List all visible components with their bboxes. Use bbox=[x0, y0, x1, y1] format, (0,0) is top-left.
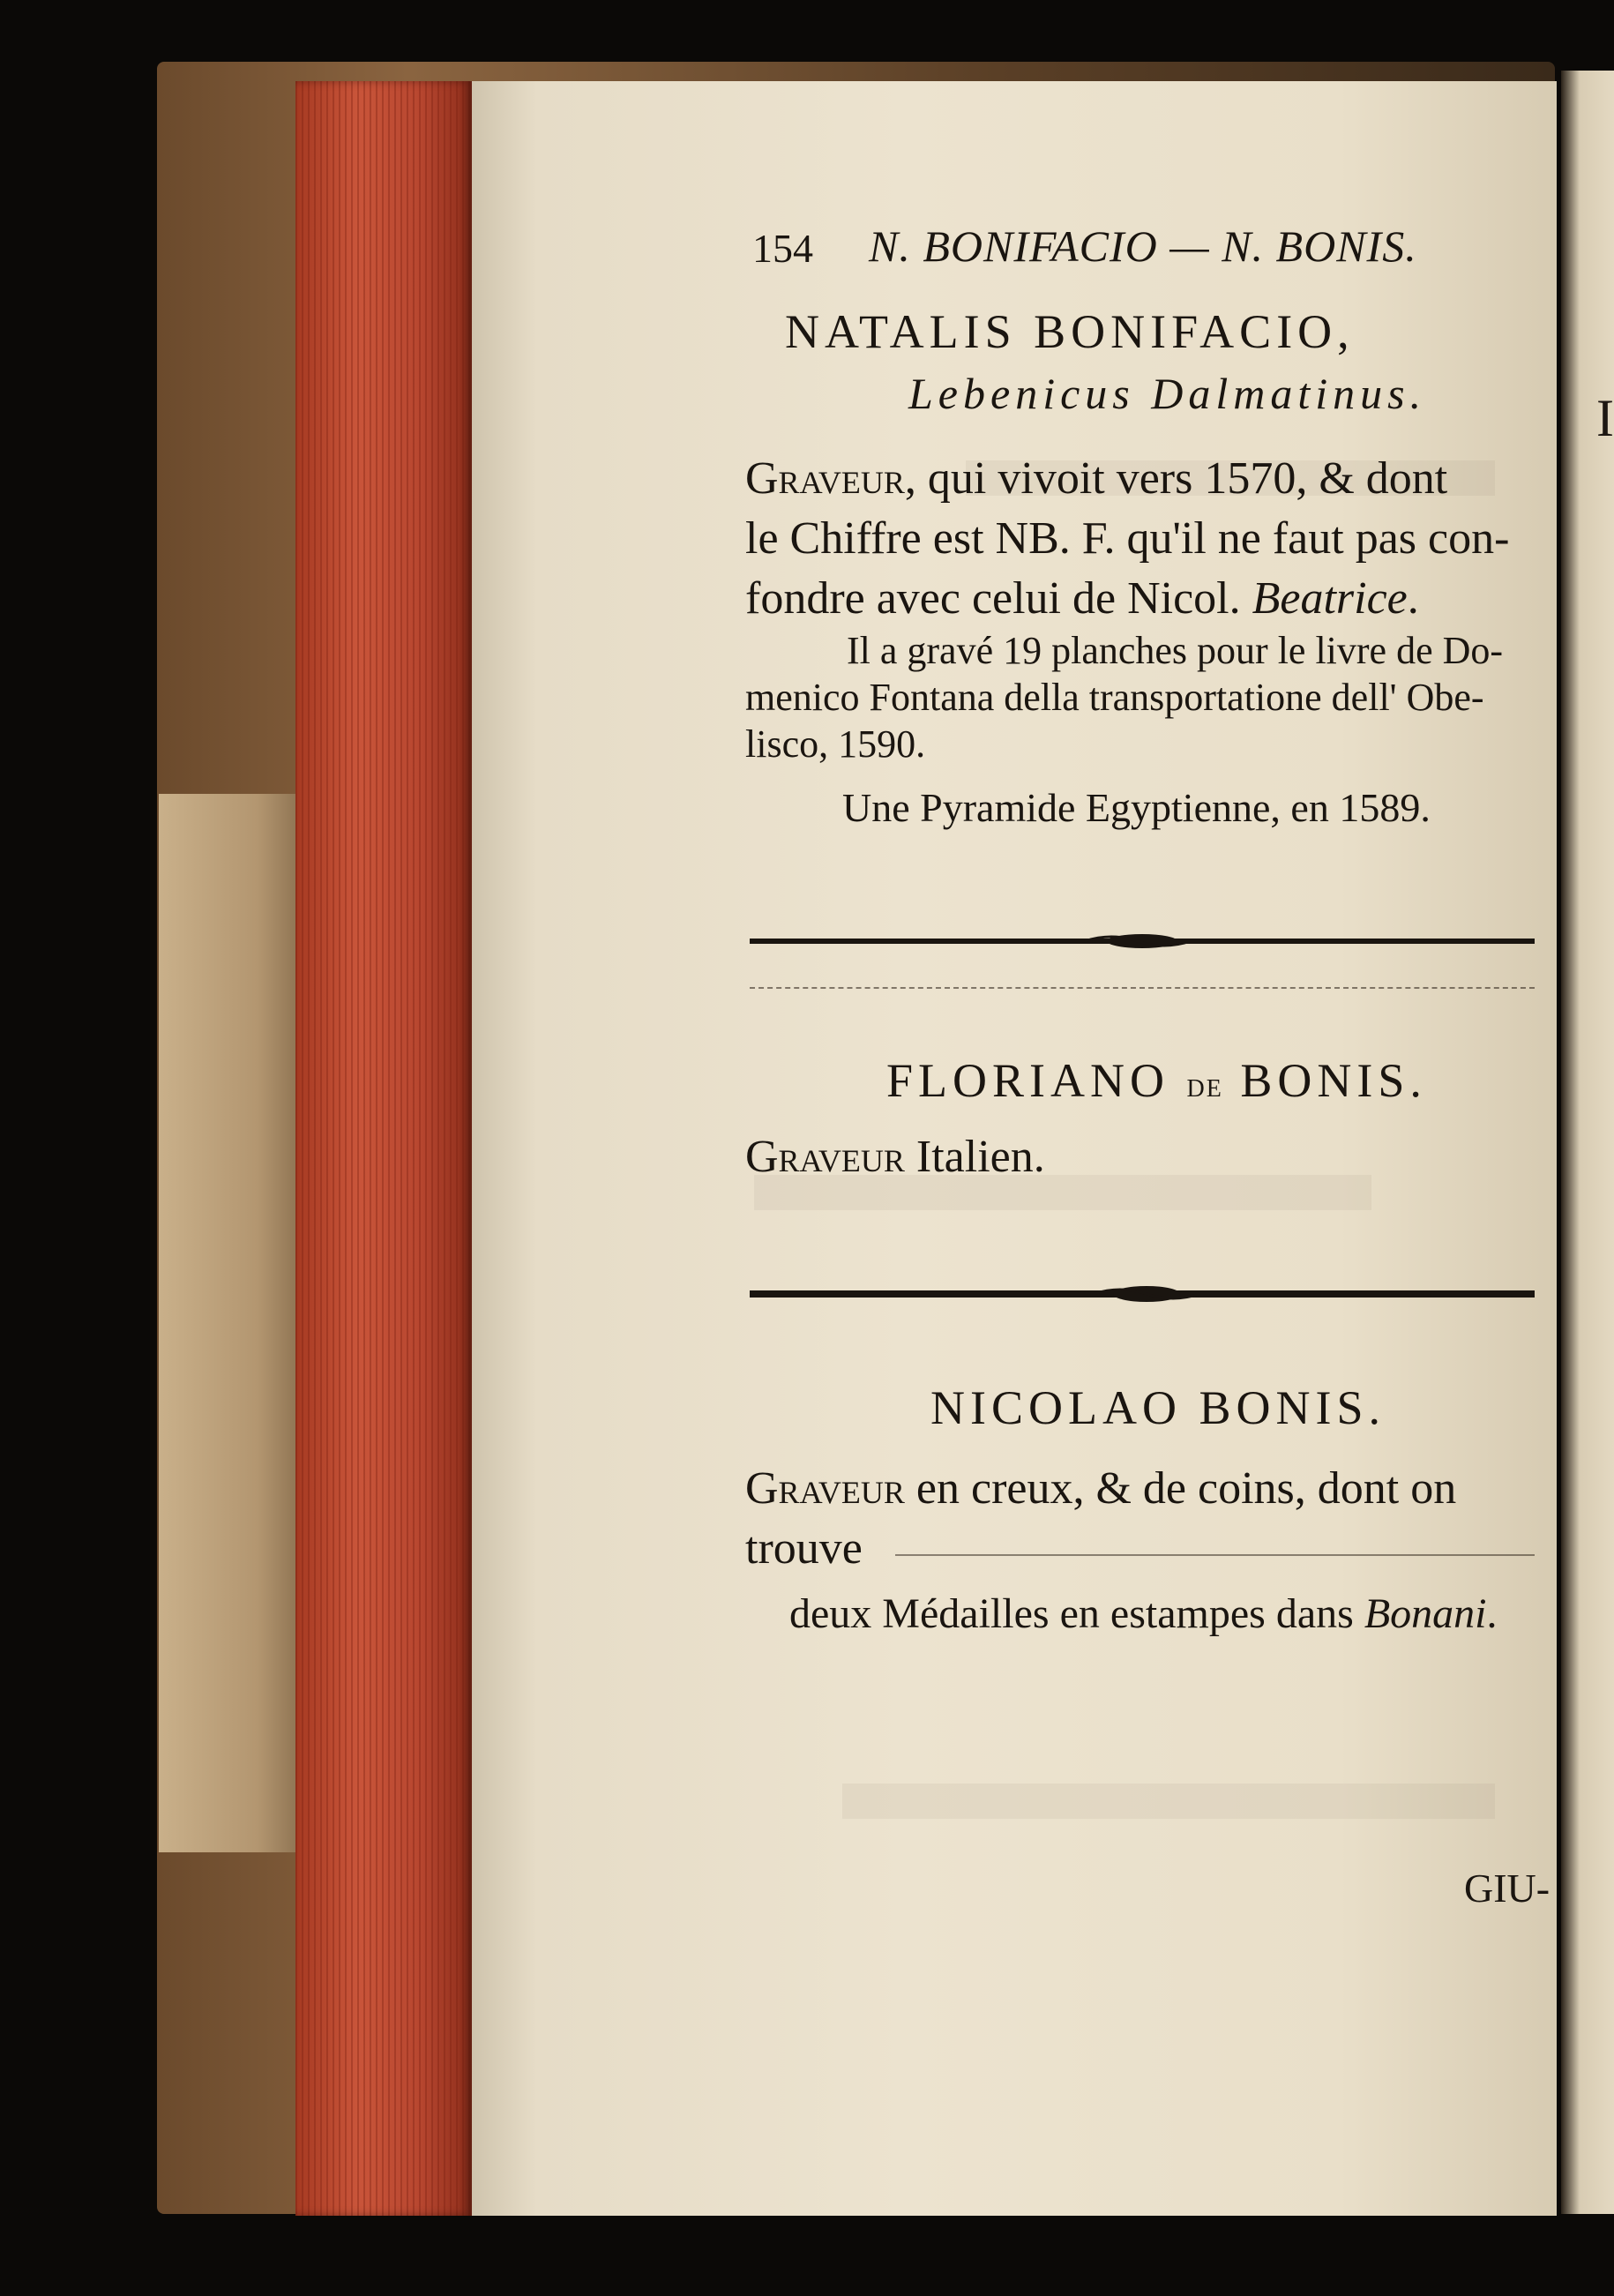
page-number: 154 bbox=[752, 226, 813, 271]
cover-paper-strip bbox=[159, 794, 300, 1852]
ornamental-rule bbox=[750, 1285, 1535, 1303]
thin-rule bbox=[895, 1554, 1535, 1556]
entry-text-line: le Chiffre est NB. F. qu'il ne faut pas con- bbox=[745, 513, 1510, 564]
entry-text-line: Graveur, qui vivoit vers 1570, & dont bbox=[745, 453, 1448, 504]
thin-rule bbox=[750, 987, 1535, 989]
entry-heading: NICOLAO BONIS. bbox=[930, 1381, 1386, 1434]
entry-heading: FLORIANO de BONIS. bbox=[886, 1054, 1427, 1107]
work-text-line: Il a gravé 19 planches pour le livre de Do- bbox=[847, 629, 1504, 672]
entry-lead-word: Graveur bbox=[745, 1463, 905, 1514]
entry-text-line: fondre avec celui de Nicol. Beatrice. bbox=[745, 573, 1419, 624]
work-text-line: menico Fontana della transportatione dell' Obe- bbox=[745, 676, 1484, 719]
ornamental-rule bbox=[750, 932, 1535, 950]
show-through-bleed bbox=[842, 1784, 1495, 1819]
entry-text-line: Graveur Italien. bbox=[745, 1132, 1045, 1182]
entry-lead-word: Graveur bbox=[745, 453, 905, 504]
entry-text-line: Graveur en creux, & de coins, dont on bbox=[745, 1463, 1457, 1514]
work-text-line: Une Pyramide Egyptienne, en 1589. bbox=[842, 785, 1431, 830]
red-page-edges bbox=[295, 81, 472, 2216]
entry-lead-word: Graveur bbox=[745, 1132, 905, 1182]
book-page bbox=[472, 81, 1557, 2216]
entry-text-line: deux Médailles en estampes dans Bonani. bbox=[789, 1590, 1498, 1637]
running-head: N. BONIFACIO — N. BONIS. bbox=[869, 221, 1417, 271]
entry-heading: NATALIS BONIFACIO, bbox=[785, 305, 1355, 358]
work-text-line: lisco, 1590. bbox=[745, 722, 926, 766]
entry-subtitle: Lebenicus Dalmatinus. bbox=[908, 369, 1427, 418]
entry-text-line: trouve bbox=[745, 1523, 863, 1574]
facing-page-fragment: I bbox=[1596, 389, 1614, 447]
catchword: GIU- bbox=[1464, 1866, 1550, 1911]
